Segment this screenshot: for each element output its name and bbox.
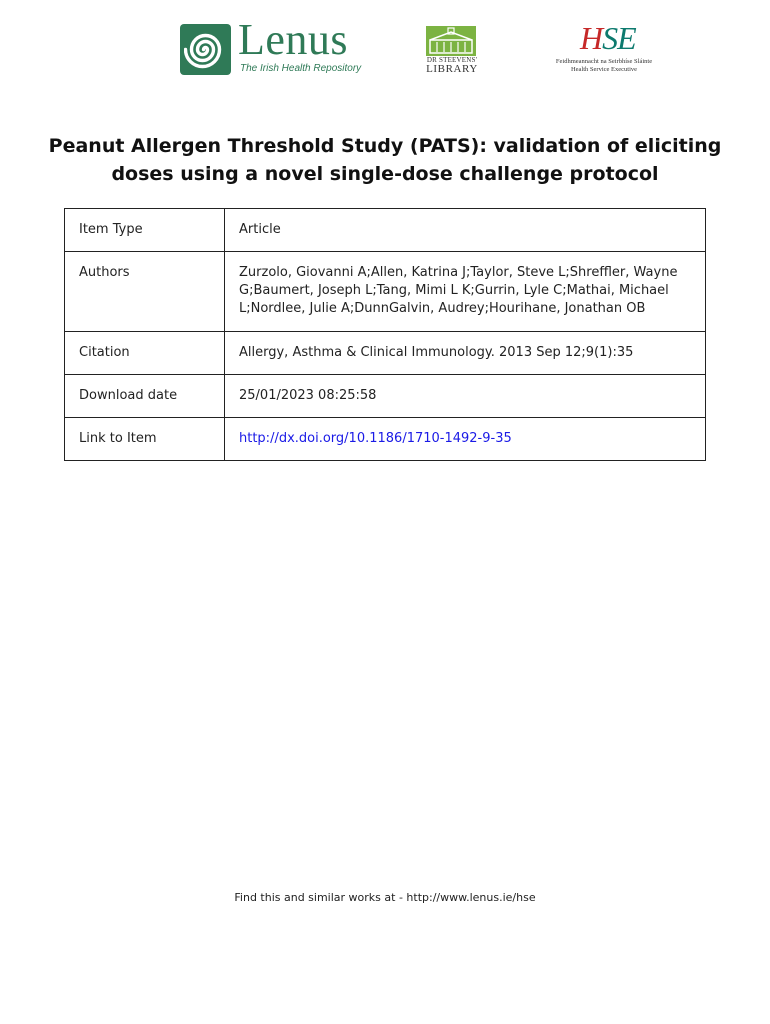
metadata-table <box>64 208 706 461</box>
download-date-label: Download date <box>65 375 225 418</box>
table-row <box>65 332 706 375</box>
lenus-logo <box>180 15 370 76</box>
doi-link[interactable]: http://dx.doi.org/10.1186/1710-1492-9-35 <box>239 431 512 446</box>
hse-logo <box>554 22 654 78</box>
library-building-icon <box>426 26 476 56</box>
lenus-wordmark: Lenus <box>238 15 349 64</box>
hse-mark-icon: HSE <box>580 20 636 56</box>
table-row <box>65 209 706 252</box>
item-type-label: Item Type <box>65 209 225 252</box>
logo-bar <box>0 0 770 110</box>
hse-subtitle <box>554 58 654 74</box>
hse-line-english: Health Service Executive <box>570 66 638 74</box>
lenus-tagline: The Irish Health Repository <box>240 63 362 74</box>
item-type-value: Article <box>225 209 706 252</box>
footer-text: Find this and similar works at - http://www.lenus.ie/hse <box>234 891 536 904</box>
library-line-1: DR STEEVENS' <box>426 56 478 64</box>
citation-label: Citation <box>65 332 225 375</box>
document-title: Peanut Allergen Threshold Study (PATS): validation of eliciting doses using a novel single-dose challenge protocol <box>48 135 722 185</box>
library-wordmark <box>424 57 480 75</box>
library-line-2: LIBRARY <box>426 63 478 75</box>
hse-line-irish: Feidhmeannacht na Seirbhíse Sláinte <box>555 58 653 65</box>
authors-label: Authors <box>65 252 225 332</box>
table-row <box>65 418 706 461</box>
download-date-value: 25/01/2023 08:25:58 <box>225 375 706 418</box>
authors-value: Zurzolo, Giovanni A;Allen, Katrina J;Taylor, Steve L;Shreffler, Wayne G;Baumert, Joseph L;Tang, Mimi L K;Gurrin, Lyle C;Mathai, Michael L;Nordlee, Julie A;DunnGalvin, Audrey;Hourihane, Jonathan OB <box>225 252 706 332</box>
table-row <box>65 375 706 418</box>
table-row <box>65 252 706 332</box>
library-logo <box>424 26 480 76</box>
citation-value: Allergy, Asthma & Clinical Immunology. 2013 Sep 12;9(1):35 <box>225 332 706 375</box>
link-to-item-label: Link to Item <box>65 418 225 461</box>
link-to-item-cell <box>225 418 706 461</box>
lenus-spiral-icon <box>180 24 231 75</box>
